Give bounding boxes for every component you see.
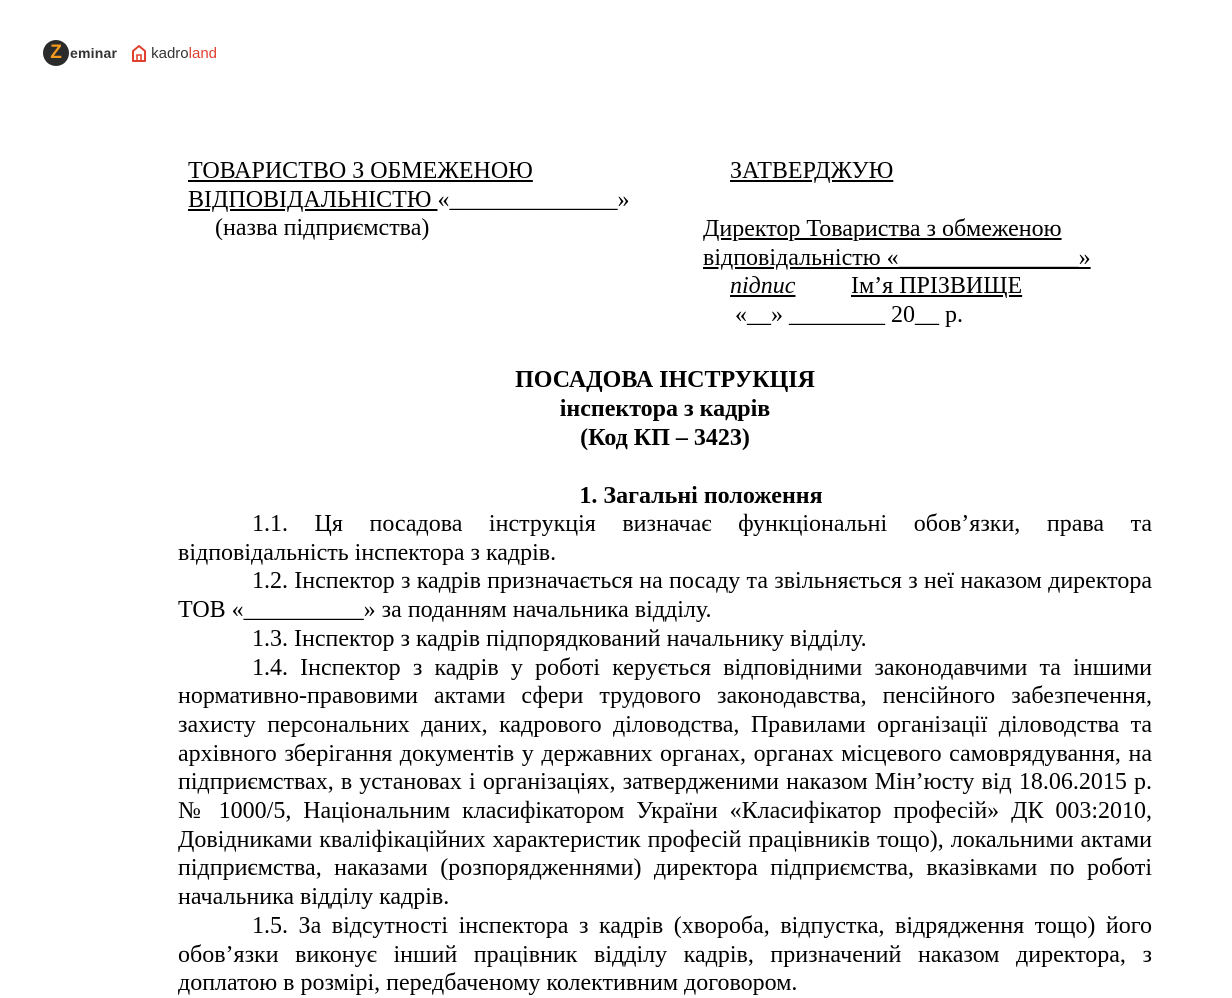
kadroland-logo-text [151,45,217,62]
document-subtitle: інспектора з кадрів [559,396,771,422]
paragraph-1-1: 1.1. Ця посадова інструкція визначає функціональні обов’язки, права та відповідальність інспектора з кадрів. [178,511,1152,566]
zeminar-logo-text: eminar [70,45,118,61]
signature-label: підпис [730,273,796,299]
director-line-2: відповідальністю «_______________» [703,245,1091,271]
document-title: ПОСАДОВА ІНСТРУКЦІЯ [515,367,815,393]
paragraph-1-5: 1.5. За відсутності інспектора з кадрів (хвороба, відпустка, відрядження тощо) його обов’язки виконує інший працівник відділу кадрів, призначений наказом директора, з доплатою в розмірі, передбаченому колективним договором. [178,912,1152,997]
paragraph-1-4: 1.4. Інспектор з кадрів у роботі керується відповідними законодавчими та іншими нормативно-правовими актами сфери трудового законодавства, пенсійного забезпечення, захисту персональних даних, кадрового діловодства, Правилами організації діловодства та архівного зберігання документів у державних органах, органах місцевого самоврядування, на підприємствах, в установах і організаціях, затвердженими наказом Мін’юсту від 18.06.2015 р. № 1000/5, Національним класифікатором України «Класифікатор професій» ДК 003:2010, Довідниками кваліфікаційних характеристик професій працівників тощо), локальними актами підприємства, наказами (розпорядженнями) директора підприємства, вказівками по роботі начальника відділу кадрів. [178,654,1152,911]
paragraph-1-2: 1.2. Інспектор з кадрів призначається на посаду та звільняється з неї наказом директора ТОВ «__________» за поданням начальника відділу. [178,568,1152,624]
section-heading: 1. Загальні положення [579,483,823,509]
company-caption: (назва підприємства) [215,215,430,241]
company-line-2 [188,186,629,214]
company-line-2-underlined: ВІДПОВІДАЛЬНІСТЮ [188,187,438,213]
kadroland-logo-accent: land [188,44,218,62]
logo-bar [43,39,217,67]
approve-heading: ЗАТВЕРДЖУЮ [730,158,894,184]
kadroland-logo-main: kadro [151,44,189,62]
director-name: Ім’я ПРІЗВИЩЕ [851,273,1023,299]
paragraph-1-3: 1.3. Інспектор з кадрів підпорядкований начальнику відділу. [252,625,867,652]
zeminar-logo-badge [43,40,69,66]
kadroland-house-icon [131,44,147,62]
zeminar-logo-letter: Z [50,42,62,63]
approval-date: «__» ________ 20__ р. [735,302,963,328]
document-code: (Код КП – 3423) [580,425,750,451]
company-line-1: ТОВАРИСТВО З ОБМЕЖЕНОЮ [188,158,533,184]
company-name-blank: «______________» [437,187,630,213]
director-line-1: Директор Товариства з обмеженою [703,216,1062,242]
section-body [178,510,1152,998]
